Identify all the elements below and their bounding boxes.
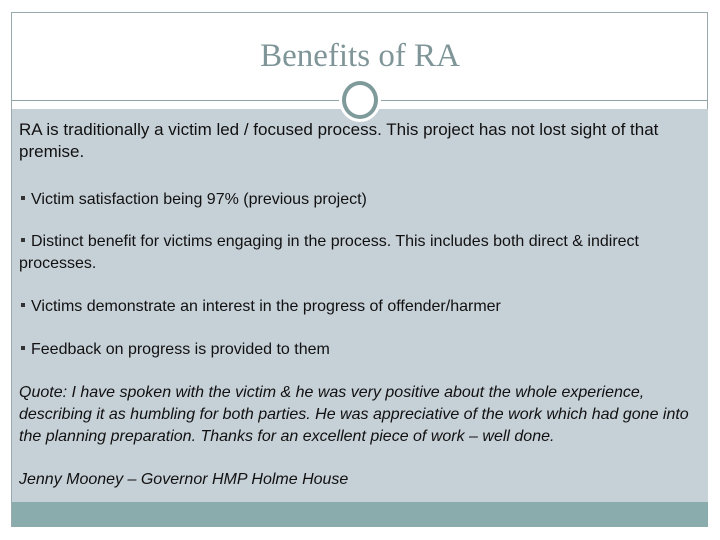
bullet-icon — [21, 238, 25, 242]
footer-bar — [12, 502, 708, 527]
bullet-item: Distinct benefit for victims engaging in the process. This includes both direct & indirect processes. — [19, 233, 639, 272]
quote-attribution: Jenny Mooney – Governor HMP Holme House — [19, 471, 349, 488]
bullet-item: Feedback on progress is provided to them — [19, 339, 699, 361]
bullet-item: Victims demonstrate an interest in the progress of offender/harmer — [19, 296, 699, 318]
circle-ornament-icon — [342, 81, 378, 119]
bullet-icon — [21, 303, 25, 307]
slide-title: Benefits of RA — [260, 38, 460, 74]
quote-text: Quote: I have spoken with the victim & he was very positive about the whole experience, describing it as humbling for both parties. He was appreciative of the work which had gone into the planning preparation. Thanks for an excellent piece of work – well done. — [19, 384, 689, 445]
bullet-icon — [21, 196, 25, 200]
intro-text: RA is traditionally a victim led / focused process. This project has not lost sight of that premise. — [19, 120, 659, 161]
bullet-item: Victim satisfaction being 97% (previous project) — [19, 189, 689, 211]
bullet-icon — [21, 346, 25, 350]
